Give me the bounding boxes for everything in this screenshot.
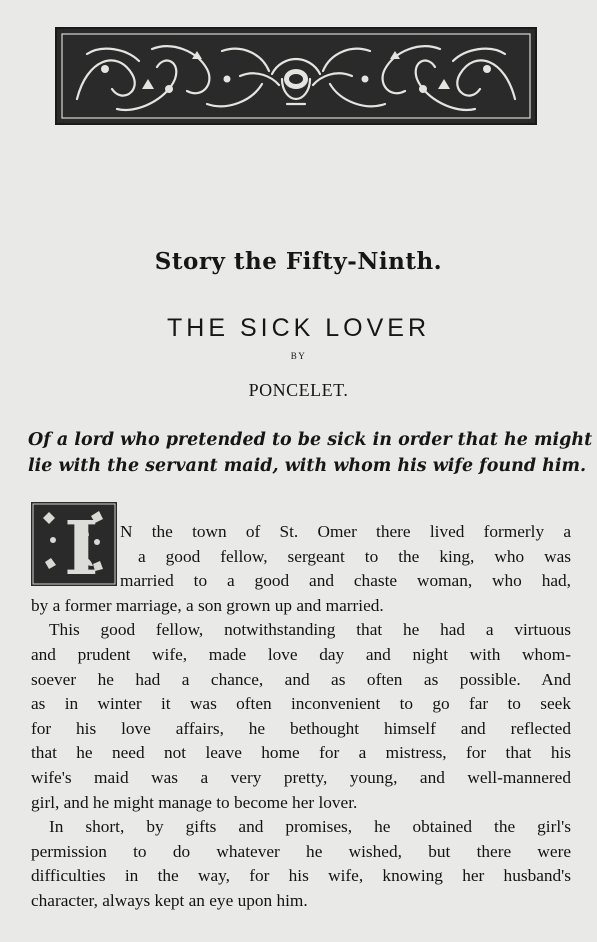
body-line: that he need not leave home for a mistress, for that his (31, 743, 571, 763)
drop-cap (31, 502, 117, 586)
ornamental-header-band (55, 27, 537, 125)
body-line: wife's maid was a very pretty, young, and well-mannered (31, 768, 571, 787)
body-line: as in winter it was often inconvenient to go far to seek (31, 694, 571, 714)
body-line: character, always kept an eye upon him. (31, 891, 308, 910)
body-line: girl, and he might manage to become her lover. (31, 792, 358, 812)
drop-cap-letter: I (64, 506, 99, 586)
body-line: permission to do whatever he wished, but there were (31, 841, 571, 861)
body-line: married to a good and chaste woman, who had, (120, 571, 571, 591)
body-line: N the town of St. Omer there lived formerly a (120, 522, 571, 541)
body-line: soever he had a chance, and as often as possible. And (31, 669, 571, 689)
body-line: In short, by gifts and promises, he obtained the girl's (49, 817, 571, 837)
summary-line: Of a lord who pretended to be sick in order that he might (28, 430, 593, 450)
floral-ornament-icon (57, 29, 535, 123)
summary-line: lie with the servant maid, with whom his wife found him. (28, 456, 587, 476)
body-line: for his love affairs, he bethought himself and reflected (31, 718, 571, 738)
body-line: a good fellow, sergeant to the king, who was (138, 546, 571, 566)
body-line: This good fellow, notwithstanding that he had a virtuous (49, 620, 571, 640)
body-line: difficulties in the way, for his wife, knowing her husband's (31, 866, 571, 886)
author-name: PONCELET. (248, 380, 349, 400)
body-line: by a former marriage, a son grown up and married. (31, 595, 384, 615)
story-summary (28, 427, 593, 479)
story-title: Story the Fifty-Ninth. (154, 248, 443, 275)
chapter-title: THE SICK LOVER (167, 314, 430, 342)
decorated-initial-icon (31, 502, 117, 586)
by-label: BY (290, 351, 307, 361)
body-line: and prudent wife, made love day and night with whom- (31, 645, 571, 664)
